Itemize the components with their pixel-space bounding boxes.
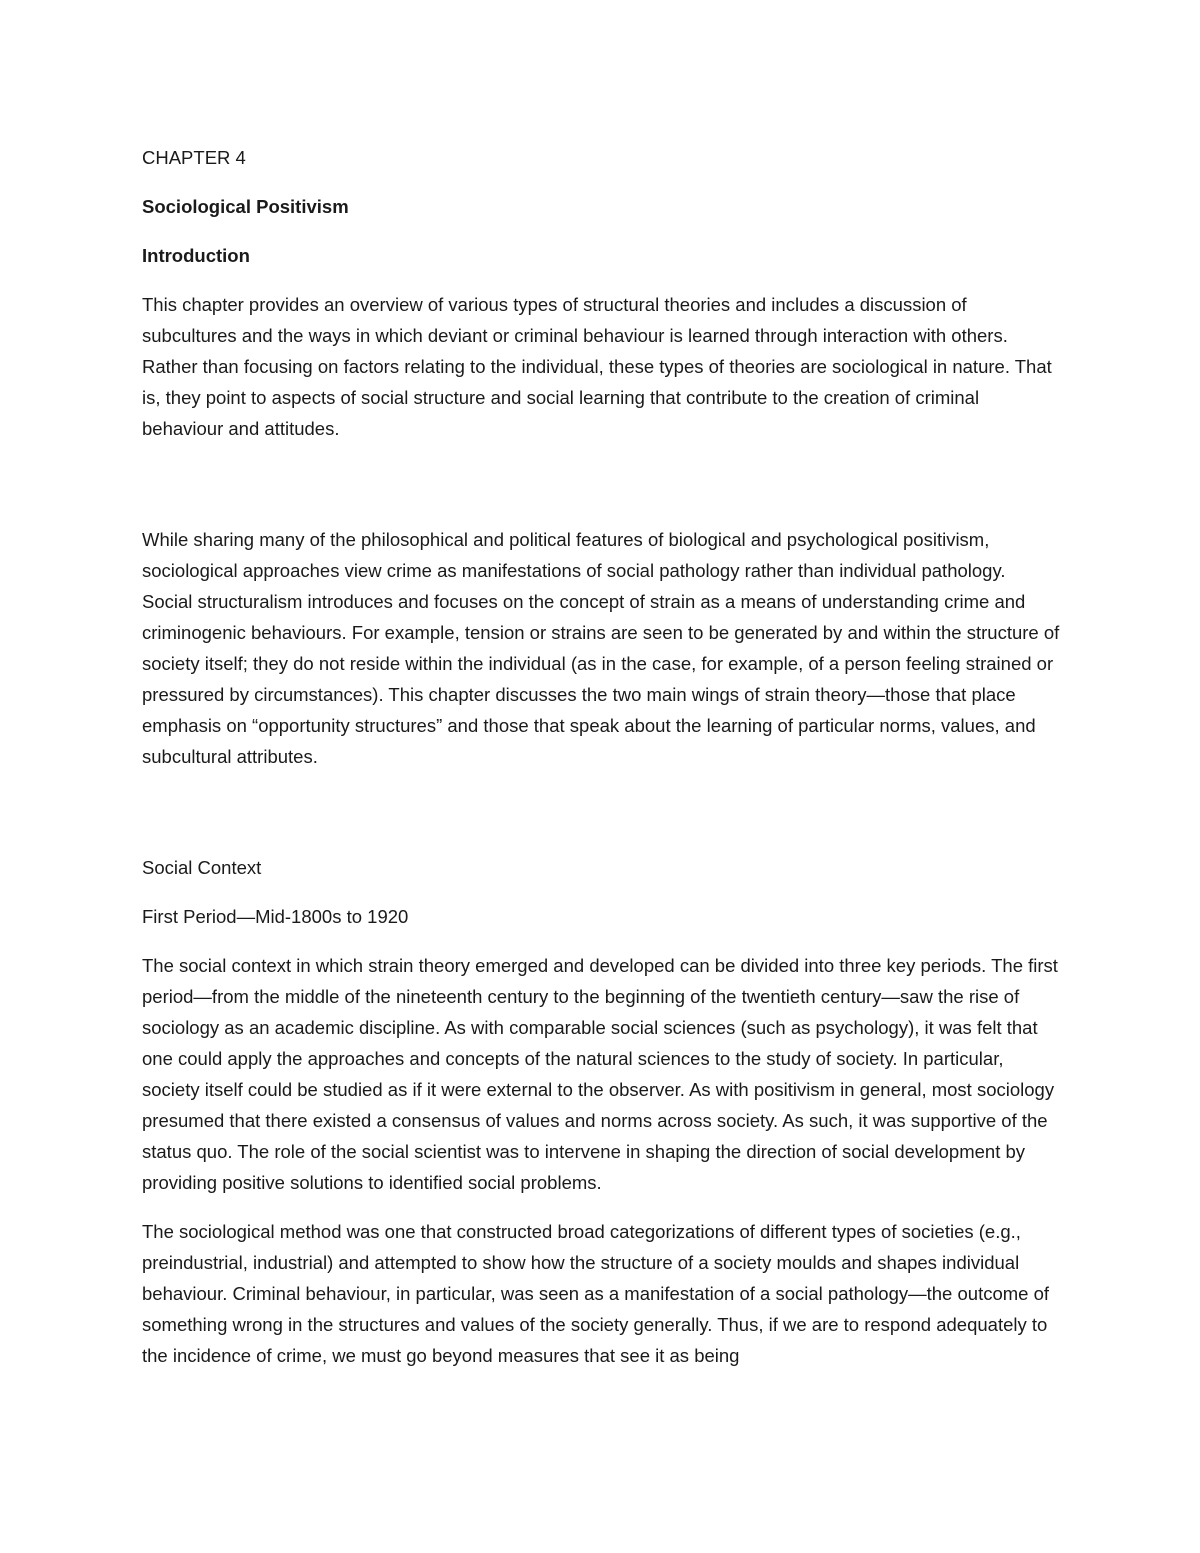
paragraph-gap — [142, 790, 1060, 852]
paragraph-gap — [142, 462, 1060, 524]
intro-paragraph-1: This chapter provides an overview of various types of structural theories and includes a discussion of subcultures and the ways in which deviant or criminal behaviour is learned through interaction with others. Rather than focusing on factors relating to the individual, these types of theories are sociological in nature. That is, they point to aspects of social structure and social learning that contribute to the creation of criminal behaviour and attitudes. — [142, 294, 1052, 439]
context-paragraph-1: The social context in which strain theory emerged and developed can be divided into three key periods. The first period—from the middle of the nineteenth century to the beginning of the twentieth century—saw the rise of sociology as an academic discipline. As with comparable social sciences (such as psychology), it was felt that one could apply the approaches and concepts of the natural sciences to the study of society. In particular, society itself could be studied as if it were external to the observer. As with positivism in general, most sociology presumed that there existed a consensus of values and norms across society. As such, it was supportive of the status quo. The role of the social scientist was to intervene in shaping the direction of social development by providing positive solutions to identified social problems. — [142, 955, 1058, 1193]
social-context-heading: Social Context — [142, 857, 262, 878]
document-body — [142, 142, 1060, 1389]
context-paragraph-2: The sociological method was one that constructed broad categorizations of different types of societies (e.g., preindustrial, industrial) and attempted to show how the structure of a society moulds and shapes individual behaviour. Criminal behaviour, in particular, was seen as a manifestation of a social pathology—the outcome of something wrong in the structures and values of the society generally. Thus, if we are to respond adequately to the incidence of crime, we must go beyond measures that see it as being — [142, 1221, 1050, 1366]
chapter-label: CHAPTER 4 — [142, 147, 246, 168]
chapter-title: Sociological Positivism — [142, 196, 349, 217]
first-period-heading: First Period—Mid-1800s to 1920 — [142, 906, 409, 927]
intro-paragraph-2: While sharing many of the philosophical and political features of biological and psychological positivism, sociological approaches view crime as manifestations of social pathology rather than individual pathology. Social structuralism introduces and focuses on the concept of strain as a means of understanding crime and criminogenic behaviours. For example, tension or strains are seen to be generated by and within the structure of society itself; they do not reside within the individual (as in the case, for example, of a person feeling strained or pressured by circumstances). This chapter discusses the two main wings of strain theory—those that place emphasis on “opportunity structures” and those that speak about the learning of particular norms, values, and subcultural attributes. — [142, 529, 1060, 767]
intro-heading: Introduction — [142, 245, 250, 266]
